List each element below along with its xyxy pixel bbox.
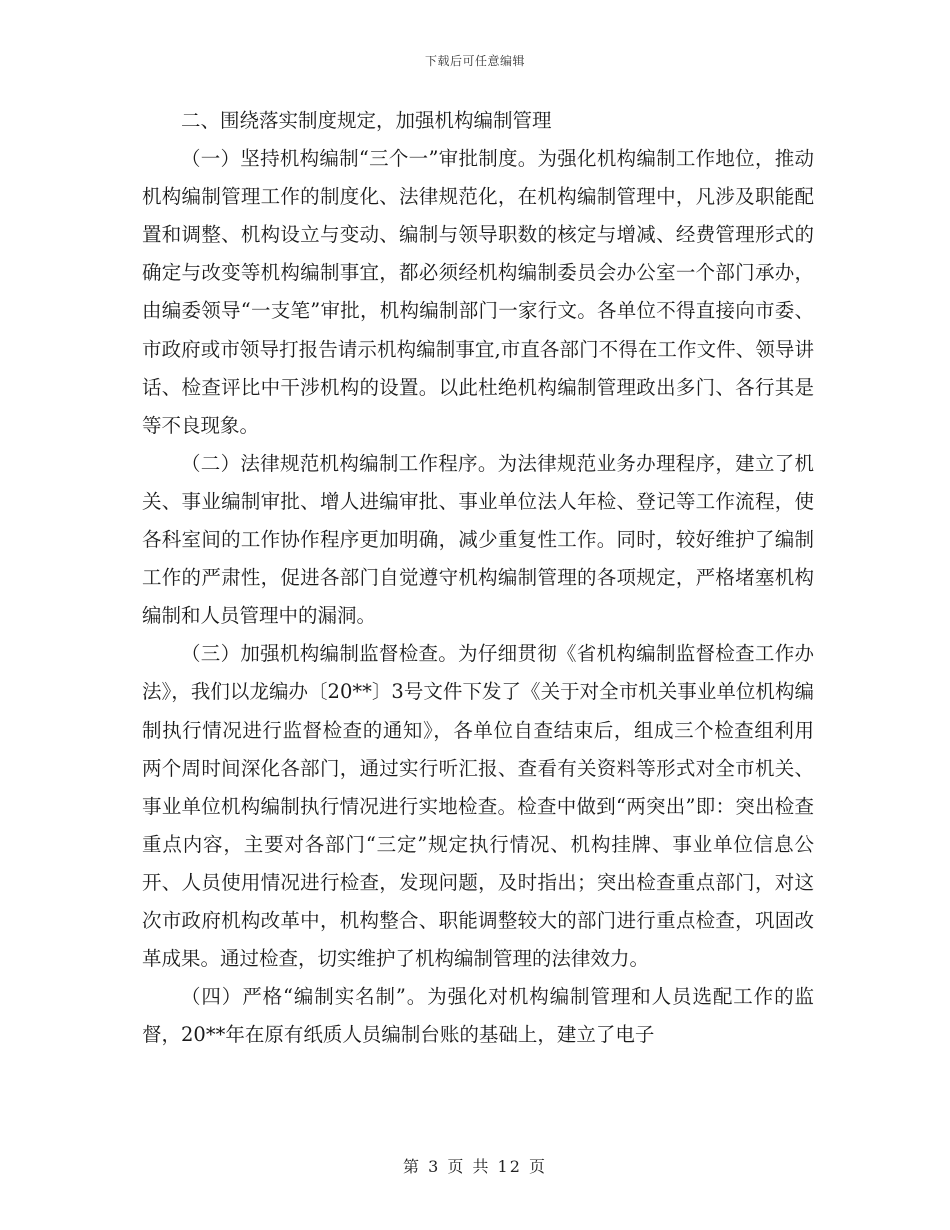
page-number: 第 3 页 共 12 页 [403,1157,547,1176]
paragraph-3: （三）加强机构编制监督检查。为仔细贯彻《省机构编制监督检查工作办法》，我们以龙编办〔20**〕3号文件下发了《关于对全市机关事业单位机构编制执行情况进行监督检查的通知》，各单位自查结束后，组成三个检查组利用两个周时间深化各部门，通过实行听汇报、查看有关资料等形式对全市机关、事业单位机构编制执行情况进行实地检查。检查中做到“两突出”即：突出检查重点内容，主要对各部门“三定”规定执行情况、机构挂牌、事业单位信息公开、人员使用情况进行检查，发现问题，及时指出；突出检查重点部门，对这次市政府机构改革中，机构整合、职能调整较大的部门进行重点检查，巩固改革成果。通过检查，切实维护了机构编制管理的法律效力。 [142,642,814,971]
paragraph-4: （四）严格“编制实名制”。为强化对机构编制管理和人员选配工作的监督，20**年在原有纸质人员编制台账的基础上，建立了电子 [142,985,814,1047]
paragraph-2: （二）法律规范机构编制工作程序。为法律规范业务办理程序，建立了机关、事业编制审批、增人进编审批、事业单位法人年检、登记等工作流程，使各科室间的工作协作程序更加明确，减少重复性工作。同时，较好维护了编制工作的严肃性，促进各部门自觉遵守机构编制管理的各项规定，严格堵塞机构编制和人员管理中的漏洞。 [142,451,814,628]
section-heading: 二、围绕落实制度规定，加强机构编制管理 [181,109,552,132]
document-body [142,102,814,1054]
page-header-note: 下载后可任意编辑 [424,54,525,68]
paragraph-1: （一）坚持机构编制“三个一”审批制度。为强化机构编制工作地位，推动机构编制管理工作的制度化、法律规范化，在机构编制管理中，凡涉及职能配置和调整、机构设立与变动、编制与领导职数的核定与增减、经费管理形式的确定与改变等机构编制事宜，都必须经机构编制委员会办公室一个部门承办，由编委领导“一支笔”审批，机构编制部门一家行文。各单位不得直接向市委、市政府或市领导打报告请示机构编制事宜,市直各部门不得在工作文件、领导讲话、检查评比中干涉机构的设置。以此杜绝机构编制管理政出多门、各行其是等不良现象。 [142,147,814,437]
